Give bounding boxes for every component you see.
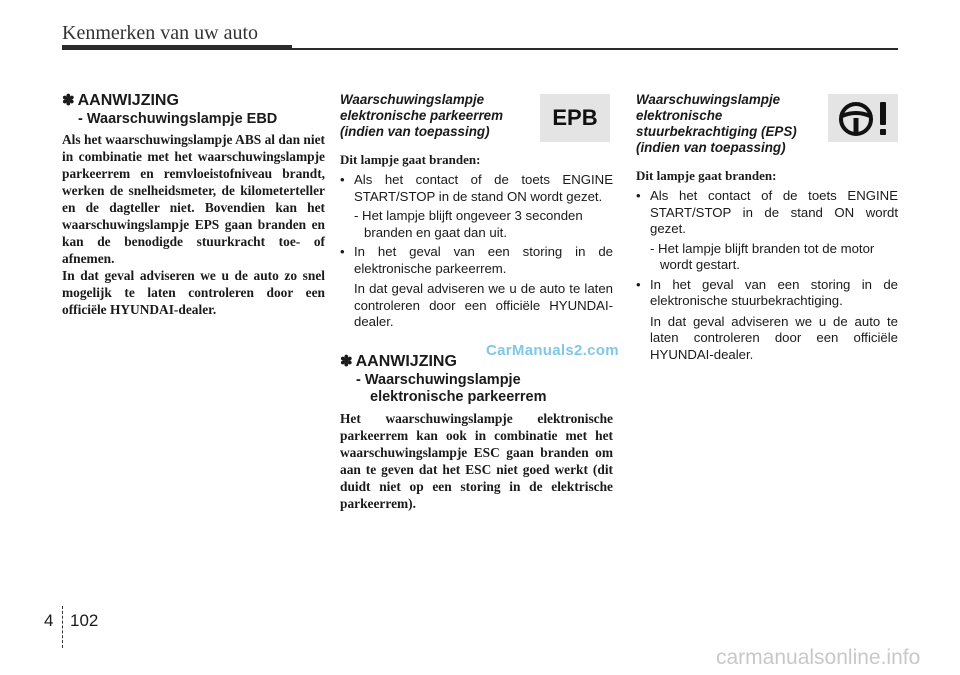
- steering-wheel-warning-icon: [828, 94, 898, 142]
- sub-item: - Het lampje blijft ongeveer 3 seconden branden en gaat dan uit.: [354, 208, 583, 240]
- note-heading: ✽ AANWIJZING: [62, 92, 179, 109]
- page-header-title: Kenmerken van uw auto: [62, 22, 259, 44]
- column-1: [62, 92, 325, 318]
- column-2: [340, 92, 613, 512]
- paragraph: In dat geval adviseren we u de auto te laten controleren door een officiële HYUNDAI-dealer.: [354, 281, 613, 329]
- note-subheading: - Waarschuwingslampje EBD: [78, 111, 278, 127]
- header-rule: [62, 48, 898, 50]
- page-divider: [62, 606, 63, 648]
- epb-icon-label: EPB: [552, 105, 598, 130]
- lamp-label: Dit lampje gaat branden:: [636, 168, 777, 183]
- chapter-number: 4: [44, 611, 54, 630]
- epb-warning-icon: [540, 94, 610, 142]
- note-heading: ✽ AANWIJZING: [340, 352, 457, 370]
- note-body-2: In dat geval adviseren we u de auto zo snel mogelijk te laten controleren door een officiële HYUNDAI-dealer.: [62, 268, 325, 317]
- sub-item: - Het lampje blijft branden tot de motor wordt gestart.: [650, 240, 875, 272]
- section-heading-eps: Waarschuwingslampje elektronische stuurbekrachtiging (EPS) (indien van toepassing): [636, 92, 797, 155]
- paragraph: In dat geval adviseren we u de auto te laten controleren door een officiële HYUNDAI-dealer.: [650, 313, 898, 362]
- note-subheading-2: elektronische parkeerrem: [370, 388, 547, 405]
- section-heading-epb: Waarschuwingslampje elektronische parkeerrem (indien van toepassing): [340, 92, 504, 139]
- note-body: Het waarschuwingslampje elektronische parkeerrem kan ook in combinatie met het waarschuwingslampje ESC gaan branden om aan te geven dat het ESC niet goed werkt (dit duidt niet op een storing in de elektrische parkeerrem).: [340, 410, 613, 511]
- note-subheading: - Waarschuwingslampje: [356, 371, 521, 388]
- footer-watermark: carmanualsonline.info: [716, 646, 921, 669]
- lamp-label: Dit lampje gaat branden:: [340, 152, 481, 167]
- note-star-icon: ✽: [62, 92, 75, 109]
- note-body: Als het waarschuwingslampje ABS al dan niet in combinatie met het waarschuwingslampje parkeerrem en remvloeistofniveau brandt, werken de snelheidsmeter, de kilometerteller en de dagteller niet. Bovendien kan het waarschuwingslampje EPS gaan branden en kan de benodigde stuurkracht toe- of afnemen.: [62, 132, 325, 266]
- bullet-item: • Als het contact of de toets ENGINE START/STOP in de stand ON wordt gezet.: [636, 188, 898, 238]
- bullet-item: • In het geval van een storing in de elektronische stuurbekrachtiging.: [636, 277, 898, 310]
- bullet-item: • Als het contact of de toets ENGINE START/STOP in de stand ON wordt gezet.: [340, 172, 613, 205]
- watermark: CarManuals2.com: [486, 342, 619, 359]
- page-number: 102: [70, 611, 99, 630]
- note-star-icon: ✽: [340, 352, 353, 370]
- bullet-item: • In het geval van een storing in de elektronische parkeerrem.: [340, 244, 613, 277]
